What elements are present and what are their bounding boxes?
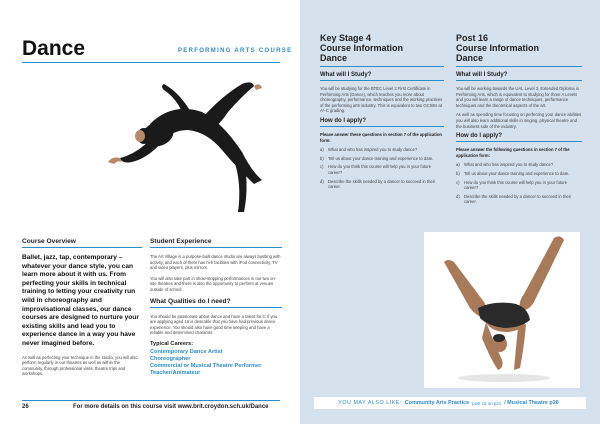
course-overview xyxy=(22,238,142,382)
question-key: c) xyxy=(456,179,460,185)
question-key: a) xyxy=(320,147,324,153)
post16-heading xyxy=(456,33,539,63)
ks4-heading-line: Course Information xyxy=(320,43,404,53)
post16-question xyxy=(456,194,582,205)
post16-heading-line: Dance xyxy=(456,53,484,63)
related-courses-bar xyxy=(314,397,586,409)
question-text: Describe the skills needed by a dancer to succeed in their career. xyxy=(464,193,572,205)
question-text: How do you think this course will help you in your future career? xyxy=(464,179,568,191)
ks4-heading-line: Dance xyxy=(320,53,348,63)
question-key: c) xyxy=(320,164,324,170)
community-arts-link[interactable]: Community Arts Practice xyxy=(404,400,470,406)
careers-heading: Typical Careers: xyxy=(150,340,194,347)
career-item: Teacher/Animateur xyxy=(150,369,201,376)
question-text: How do you think this course will help you in your future career? xyxy=(328,164,432,175)
post16-question xyxy=(456,171,582,177)
question-text: Describe the skills needed by a dancer to succeed in their career. xyxy=(328,178,436,190)
course-overview-heading: Course Overview xyxy=(22,238,142,248)
question-key: b) xyxy=(456,170,460,176)
course-category: PERFORMING ARTS COURSE xyxy=(178,48,293,54)
post16-apply-heading: How do I apply? xyxy=(456,133,582,142)
post16-divider xyxy=(456,66,582,67)
post16-apply-intro: Please answer the following questions in section 7 of the application form: xyxy=(456,147,570,158)
ks4-column xyxy=(320,72,444,193)
course-overview-body: As well as perfecting your technique in the studio, you will also perform regularly in our theatres as well as within the community, through professional visits, theatre trips and workshops. xyxy=(22,354,138,377)
question-text: Tell us about your dance training and experience to date. xyxy=(328,155,434,161)
page-number: 26 xyxy=(22,404,29,410)
student-experience-p1: The Art Village is a purpose-built dance studio are always bustling with activity, and each of them has hi-fi facilities with iPod connectivity, TV and video players, plus mirrors. xyxy=(150,254,281,271)
course-overview-lead: Ballet, jazz, tap, contemporary – whatever your dance style, you can learn more about it with us. From perfecting your skills in technical training to letting your creativity run wild in choreography and improvisational classes, our dance courses are designed to nurture your existing skills and lead you to experience dance in a way you have never imagined before. xyxy=(22,254,139,347)
question-key: d) xyxy=(456,193,460,199)
ks4-study-text: You will be studying for the BTEC Level 2 First Certificate in Performing Arts (Dance), which teaches you more about choreography, performance, techniques and the working practices of the performing arts industry. This is equivalent to two GCSEs at A*-C grading. xyxy=(320,86,443,114)
student-experience-p2: You will also take part in show-stopping performances in our two on-site theatres and there is also the opportunity to perform at venues outside of school. xyxy=(150,275,277,292)
musical-theatre-link[interactable]: / Musical Theatre p26 xyxy=(504,400,559,406)
career-item: Commercial or Musical Theatre Performer xyxy=(150,362,262,369)
post16-heading-line: Post 16 xyxy=(456,33,489,43)
student-experience-heading: Student Experience xyxy=(150,238,282,248)
title-divider xyxy=(22,62,280,63)
question-text: Tell us about your dance training and experience to date. xyxy=(464,170,570,176)
question-text: What and who has inspired you to study dance? xyxy=(328,147,418,153)
post16-question xyxy=(456,162,582,168)
ks4-heading xyxy=(320,33,403,63)
post16-study-heading: What will I Study? xyxy=(456,72,582,81)
career-item: Contemporary Dance Artist xyxy=(150,348,223,355)
ks4-heading-line: Key Stage 4 xyxy=(320,33,372,43)
ks4-question xyxy=(320,164,444,175)
question-key: b) xyxy=(320,155,324,161)
page-title: Dance xyxy=(22,37,86,60)
student-experience xyxy=(150,238,282,377)
question-key: d) xyxy=(320,178,324,184)
post16-study-text: You will be working towards the UAL Level 3, Extended Diploma in Performing Arts, which is equivalent to studying for three A Levels and you will learn a range of dance techniques, performance techniques and the theoretical aspects of the art. xyxy=(456,86,580,108)
post16-column xyxy=(456,72,582,208)
dancer-balance-photo xyxy=(424,232,580,388)
ks4-apply-heading: How do I apply? xyxy=(320,118,444,127)
ks4-divider xyxy=(320,66,444,67)
ks4-question xyxy=(320,179,444,190)
post16-study-text2: As well as spending time focusing on perfecting your dance abilities you will also learn additional skills in singing, physical theatre and the business side of the industry. xyxy=(456,112,582,129)
dancer-photo xyxy=(92,72,282,224)
qualities-text: You should be passionate about dance and have a talent for it. If you are applying aged 16 is desirable that you have had previous dance experience. You should also have good time keeping and have a reliable and determined character. xyxy=(150,313,278,336)
course-details-link[interactable]: For more details on this course visit www.brit.croydon.sch.uk/Dance xyxy=(73,404,269,410)
career-item: Choreographer xyxy=(150,355,191,362)
question-text: What and who has inspired you to study dance? xyxy=(464,162,554,168)
question-key: a) xyxy=(456,162,460,168)
ks4-apply-intro: Please answer these questions in section 7 of the application form: xyxy=(320,131,442,143)
right-page xyxy=(300,0,600,424)
footer-divider xyxy=(22,400,280,401)
related-prefix: YOU MAY ALSO LIKE: xyxy=(338,400,402,406)
related-page-ref: post 16 on p21 xyxy=(472,400,502,406)
ks4-question xyxy=(320,156,444,162)
qualities-heading: What Qualities do I need? xyxy=(150,298,282,308)
post16-question xyxy=(456,180,582,191)
ks4-question xyxy=(320,147,444,153)
ks4-study-heading: What will I Study? xyxy=(320,72,444,81)
post16-heading-line: Course Information xyxy=(456,43,540,53)
